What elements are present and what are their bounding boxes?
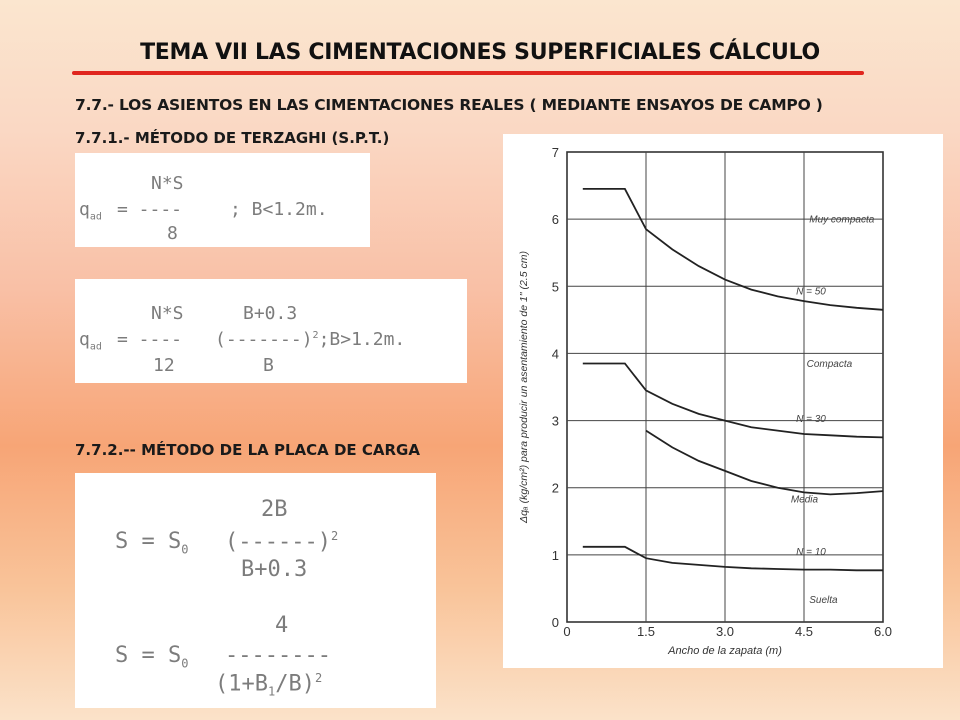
formula-fraction-line: = ---- xyxy=(117,199,183,220)
formula-fraction-line-2: -------- xyxy=(225,643,331,668)
chart-annotation: N = 50 xyxy=(796,286,826,298)
formula-numerator-2: 4 xyxy=(275,613,289,638)
formula-denominator-2: $(1+B_1/B)^2$ xyxy=(215,671,323,699)
y-tick-label: 7 xyxy=(551,145,559,160)
chart-annotation: Muy compacta xyxy=(809,214,875,226)
formula-factor: $(-------)^2;B>1.2m$. xyxy=(215,329,406,350)
formula-denominator: 12 xyxy=(153,355,175,376)
formula-terzaghi-large xyxy=(75,279,467,383)
formula-numerator: N*S xyxy=(151,173,184,194)
formula-denominator: B+0.3 xyxy=(241,557,308,582)
formula-numerator: 2B xyxy=(261,497,288,522)
slide-title: TEMA VII LAS CIMENTACIONES SUPERFICIALES CÁLCULO xyxy=(140,40,820,65)
title-underline xyxy=(72,71,864,75)
x-tick-label: 1.5 xyxy=(636,624,656,639)
x-tick-label: 6.0 xyxy=(873,624,893,639)
y-tick-label: 6 xyxy=(551,212,559,228)
series-line xyxy=(583,547,883,571)
series-line xyxy=(646,431,883,495)
formula-terzaghi-small xyxy=(75,153,370,247)
series-line xyxy=(583,189,883,310)
chart-annotation: N = 10 xyxy=(796,546,826,558)
settlement-chart xyxy=(503,134,943,668)
formula-lhs: $q_{ad}$ xyxy=(79,199,102,223)
formula-lhs: $S = S_0$ xyxy=(115,529,189,557)
chart-annotation: Media xyxy=(790,494,819,506)
formula-numerator: N*S xyxy=(151,303,184,324)
y-tick-label: 1 xyxy=(551,547,559,563)
y-tick-label: 2 xyxy=(551,480,559,496)
chart-panel xyxy=(503,134,943,668)
formula-lhs: $q_{ad}$ xyxy=(79,329,102,353)
formula-lhs-2: $S = S_0$ xyxy=(115,643,189,671)
formula-factor-denominator: B xyxy=(263,355,274,376)
y-tick-label: 3 xyxy=(551,413,559,429)
x-tick-label: 4.5 xyxy=(794,624,814,639)
y-tick-label: 5 xyxy=(551,279,559,295)
y-axis-label: Δqₐ (kg/cm²) para producir un asentamiento de 1" (2.5 cm) xyxy=(518,251,530,523)
section-heading: 7.7.- LOS ASIENTOS EN LAS CIMENTACIONES REALES ( MEDIANTE ENSAYOS DE CAMPO ) xyxy=(75,96,823,114)
formula-condition: ; B<1.2m. xyxy=(230,199,328,220)
formula-placa-carga xyxy=(75,473,436,708)
chart-annotation: N = 30 xyxy=(796,413,826,425)
chart-annotation: Suelta xyxy=(809,595,838,607)
series-line xyxy=(583,364,883,438)
chart-annotation: Compacta xyxy=(806,358,853,370)
subsection-heading-terzaghi: 7.7.1.- MÉTODO DE TERZAGHI (S.P.T.) xyxy=(75,129,390,147)
y-tick-label: 0 xyxy=(551,615,559,630)
x-axis-label: Ancho de la zapata (m) xyxy=(668,645,782,657)
x-tick-label: 0 xyxy=(563,624,571,639)
y-tick-label: 4 xyxy=(551,346,559,362)
x-tick-label: 3.0 xyxy=(715,624,735,639)
formula-factor-numerator: B+0.3 xyxy=(243,303,298,324)
formula-fraction-line: = ---- xyxy=(117,329,183,350)
formula-denominator: 8 xyxy=(167,223,178,244)
formula-fraction: $(------)^2$ xyxy=(225,529,339,555)
subsection-heading-placa: 7.7.2.-- MÉTODO DE LA PLACA DE CARGA xyxy=(75,441,420,459)
